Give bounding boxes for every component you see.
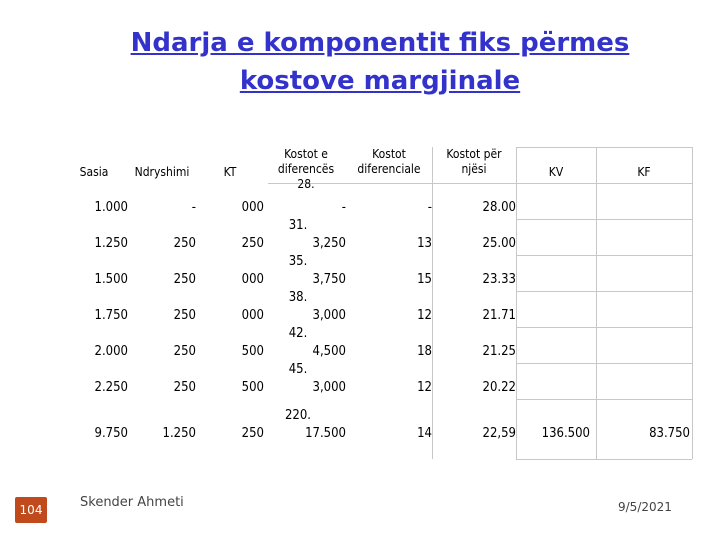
title-line-1: Ndarja e komponentit fiks përmes xyxy=(130,28,630,58)
cell-kostot-e-diferences: 3,000 xyxy=(312,380,346,395)
cell-ndryshimi: 250 xyxy=(173,308,196,323)
cell-kostot-diferenciale: 12 xyxy=(417,308,432,323)
cell-kostot-e-diferences-top: 31. xyxy=(288,218,308,233)
grid-line-vertical xyxy=(692,147,693,459)
grid-line-horizontal xyxy=(516,399,692,400)
cell-ndryshimi: - xyxy=(191,200,196,215)
cell-kostot-e-diferences-top: 42. xyxy=(288,326,308,341)
cell-sasia: 1.000 xyxy=(94,200,128,215)
header-kv: KV xyxy=(548,165,564,179)
cell-kostot-e-diferences-top: 45. xyxy=(288,362,308,377)
cell-ndryshimi: 250 xyxy=(173,236,196,251)
title-line-2: kostove margjinale xyxy=(239,66,521,96)
cell-sasia: 9.750 xyxy=(94,426,128,441)
grid-line-horizontal xyxy=(516,147,692,148)
cell-kostot-e-diferences: 17.500 xyxy=(305,426,346,441)
cell-kt: 000 xyxy=(241,200,264,215)
grid-line-horizontal xyxy=(516,219,692,220)
header-kt: KT xyxy=(223,165,237,179)
cell-kt: 250 xyxy=(241,236,264,251)
cell-kostot-per-njesi: 28.00 xyxy=(482,200,516,215)
cell-ndryshimi: 250 xyxy=(173,380,196,395)
cell-kt: 250 xyxy=(241,426,264,441)
cell-kostot-per-njesi: 21.25 xyxy=(482,344,516,359)
cell-kostot-diferenciale: 18 xyxy=(417,344,432,359)
grid-line-horizontal xyxy=(516,363,692,364)
cell-kostot-per-njesi: 25.00 xyxy=(482,236,516,251)
cell-ndryshimi: 250 xyxy=(173,344,196,359)
author-name: Skender Ahmeti xyxy=(80,495,184,510)
grid-line-horizontal xyxy=(516,459,692,460)
cell-kostot-e-diferences-top: 220. xyxy=(284,408,312,423)
cell-kostot-per-njesi: 22,59 xyxy=(482,426,516,441)
grid-line-vertical xyxy=(432,147,433,459)
cost-table xyxy=(60,147,692,459)
cell-sasia: 1.750 xyxy=(94,308,128,323)
header-kostot-diferenciale: Kostot diferenciale xyxy=(357,147,421,176)
cell-kt: 000 xyxy=(241,308,264,323)
cell-kostot-per-njesi: 21.71 xyxy=(482,308,516,323)
cell-kostot-diferenciale: 13 xyxy=(417,236,432,251)
cell-kostot-diferenciale: 12 xyxy=(417,380,432,395)
cell-kf: 83.750 xyxy=(649,426,690,441)
cell-kostot-diferenciale: - xyxy=(427,200,432,215)
cell-kt: 000 xyxy=(241,272,264,287)
cell-sasia: 2.250 xyxy=(94,380,128,395)
cell-kostot-per-njesi: 20.22 xyxy=(482,380,516,395)
cell-kostot-diferenciale: 14 xyxy=(417,426,432,441)
slide-date: 9/5/2021 xyxy=(618,500,672,514)
cell-kt: 500 xyxy=(241,380,264,395)
header-kostot-e-diferences: Kostot e diferencës 28. xyxy=(277,147,335,191)
cell-kostot-e-diferences: 3,750 xyxy=(312,272,346,287)
cell-sasia: 1.250 xyxy=(94,236,128,251)
grid-line-horizontal xyxy=(516,327,692,328)
cell-kostot-diferenciale: 15 xyxy=(417,272,432,287)
slide-number: 104 xyxy=(15,497,47,523)
grid-line-vertical xyxy=(516,147,517,459)
grid-line-vertical xyxy=(596,147,597,459)
cell-sasia: 2.000 xyxy=(94,344,128,359)
cell-kostot-e-diferences: - xyxy=(341,200,346,215)
cell-ndryshimi: 1.250 xyxy=(162,426,196,441)
cell-kostot-e-diferences: 3,000 xyxy=(312,308,346,323)
grid-line-horizontal xyxy=(516,255,692,256)
grid-line-horizontal xyxy=(516,291,692,292)
header-ndryshimi: Ndryshimi xyxy=(134,165,190,179)
cell-kostot-e-diferences: 3,250 xyxy=(312,236,346,251)
header-kf: KF xyxy=(637,165,651,179)
cell-kostot-e-diferences-top: 35. xyxy=(288,254,308,269)
cell-sasia: 1.500 xyxy=(94,272,128,287)
cell-ndryshimi: 250 xyxy=(173,272,196,287)
cell-kostot-e-diferences-top: 38. xyxy=(288,290,308,305)
header-kostot-per-njesi: Kostot për njësi xyxy=(446,147,502,176)
slide-title xyxy=(80,24,680,100)
cell-kv: 136.500 xyxy=(541,426,590,441)
cell-kt: 500 xyxy=(241,344,264,359)
cell-kostot-per-njesi: 23.33 xyxy=(482,272,516,287)
header-sasia: Sasia xyxy=(79,165,109,179)
cell-kostot-e-diferences: 4,500 xyxy=(312,344,346,359)
